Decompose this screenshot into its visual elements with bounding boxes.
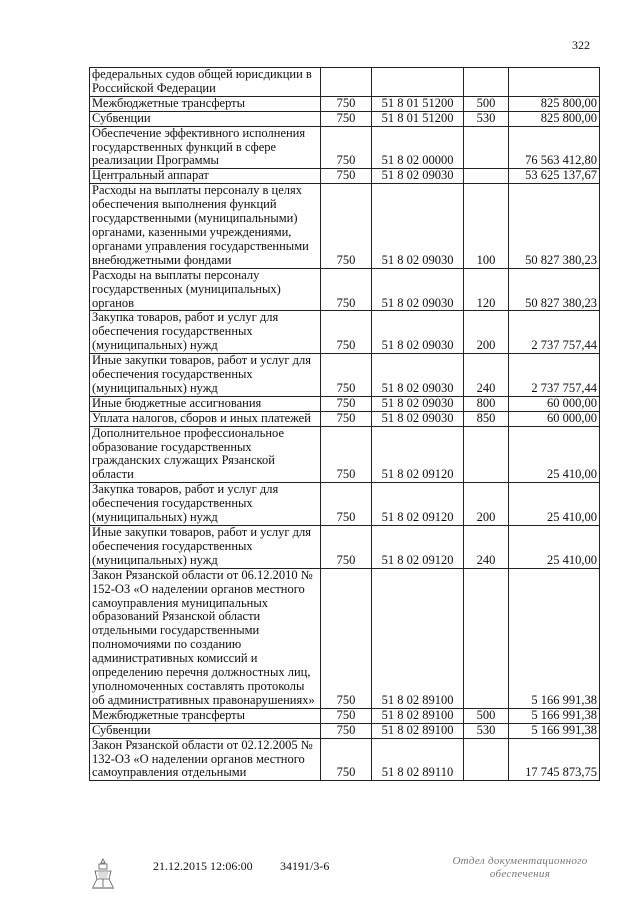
row-sum-cell: 50 827 380,23 bbox=[509, 184, 600, 268]
table-row bbox=[90, 426, 600, 483]
row-gr-cell: 750 bbox=[321, 126, 372, 169]
row-name-cell: Закон Рязанской области от 06.12.2010 № 152-ОЗ «О наделении органов местного самоуправления муниципальных образований Рязанской области отдельными государственными полномочиями по созданию административных комиссий и определению перечня должностных лиц, уполномоченных составлять протоколы об административных правонарушениях» bbox=[90, 568, 321, 708]
row-sum-cell: 60 000,00 bbox=[509, 396, 600, 411]
row-cs-cell: 51 8 02 09120 bbox=[372, 526, 464, 569]
row-cs-cell: 51 8 02 89100 bbox=[372, 723, 464, 738]
department-stamp bbox=[435, 855, 605, 881]
row-cs-cell: 51 8 01 51200 bbox=[372, 96, 464, 111]
footer-datetime: 21.12.2015 12:06:00 bbox=[153, 859, 253, 873]
row-cs-cell: 51 8 02 00000 bbox=[372, 126, 464, 169]
row-sum-cell: 60 000,00 bbox=[509, 411, 600, 426]
table-row bbox=[90, 708, 600, 723]
row-gr-cell: 750 bbox=[321, 169, 372, 184]
table-row bbox=[90, 396, 600, 411]
table-row bbox=[90, 311, 600, 354]
row-vr-cell: 530 bbox=[464, 723, 509, 738]
row-cs-cell: 51 8 02 09030 bbox=[372, 169, 464, 184]
row-gr-cell: 750 bbox=[321, 184, 372, 268]
row-sum-cell: 25 410,00 bbox=[509, 483, 600, 526]
row-name-cell: Уплата налогов, сборов и иных платежей bbox=[90, 411, 321, 426]
table-row bbox=[90, 96, 600, 111]
row-vr-cell: 500 bbox=[464, 708, 509, 723]
row-vr-cell: 240 bbox=[464, 354, 509, 397]
budget-table-body bbox=[90, 68, 600, 781]
row-vr-cell: 850 bbox=[464, 411, 509, 426]
row-sum-cell: 76 563 412,80 bbox=[509, 126, 600, 169]
row-sum-cell: 5 166 991,38 bbox=[509, 568, 600, 708]
department-line-1: Отдел документационного bbox=[452, 855, 588, 867]
row-gr-cell: 750 bbox=[321, 396, 372, 411]
row-sum-cell: 825 800,00 bbox=[509, 96, 600, 111]
row-name-cell: Закупка товаров, работ и услуг для обеспечения государственных (муниципальных) нужд bbox=[90, 483, 321, 526]
row-gr-cell: 750 bbox=[321, 411, 372, 426]
row-name-cell: Центральный аппарат bbox=[90, 169, 321, 184]
row-vr-cell: 530 bbox=[464, 111, 509, 126]
row-name-cell: Субвенции bbox=[90, 111, 321, 126]
row-cs-cell bbox=[372, 68, 464, 97]
row-sum-cell: 25 410,00 bbox=[509, 526, 600, 569]
table-row bbox=[90, 169, 600, 184]
row-cs-cell: 51 8 01 51200 bbox=[372, 111, 464, 126]
row-cs-cell: 51 8 02 89110 bbox=[372, 738, 464, 781]
table-row bbox=[90, 268, 600, 311]
row-vr-cell: 120 bbox=[464, 268, 509, 311]
row-vr-cell: 240 bbox=[464, 526, 509, 569]
row-sum-cell: 17 745 873,75 bbox=[509, 738, 600, 781]
page-footer bbox=[0, 857, 640, 897]
row-name-cell: Обеспечение эффективного исполнения государственных функций в сфере реализации Программы bbox=[90, 126, 321, 169]
row-name-cell: Иные закупки товаров, работ и услуг для обеспечения государственных (муниципальных) нужд bbox=[90, 354, 321, 397]
row-gr-cell: 750 bbox=[321, 568, 372, 708]
table-row bbox=[90, 723, 600, 738]
table-row bbox=[90, 568, 600, 708]
row-gr-cell: 750 bbox=[321, 483, 372, 526]
row-gr-cell: 750 bbox=[321, 111, 372, 126]
row-cs-cell: 51 8 02 09030 bbox=[372, 268, 464, 311]
department-line-2: обеспечения bbox=[489, 868, 551, 880]
row-sum-cell: 5 166 991,38 bbox=[509, 708, 600, 723]
row-name-cell: Расходы на выплаты персоналу в целях обеспечения выполнения функций государственными (муниципальными) органами, казенными учреждениями, органами управления государственными внебюджетными фондами bbox=[90, 184, 321, 268]
row-vr-cell: 200 bbox=[464, 483, 509, 526]
row-name-cell: Межбюджетные трансферты bbox=[90, 708, 321, 723]
row-cs-cell: 51 8 02 09030 bbox=[372, 411, 464, 426]
row-sum-cell: 825 800,00 bbox=[509, 111, 600, 126]
table-row bbox=[90, 111, 600, 126]
table-row bbox=[90, 411, 600, 426]
row-vr-cell bbox=[464, 169, 509, 184]
row-cs-cell: 51 8 02 09120 bbox=[372, 483, 464, 526]
row-cs-cell: 51 8 02 09030 bbox=[372, 396, 464, 411]
row-vr-cell bbox=[464, 68, 509, 97]
row-cs-cell: 51 8 02 09120 bbox=[372, 426, 464, 483]
row-sum-cell: 2 737 757,44 bbox=[509, 354, 600, 397]
row-name-cell: Дополнительное профессиональное образование государственных гражданских служащих Рязанской области bbox=[90, 426, 321, 483]
row-cs-cell: 51 8 02 89100 bbox=[372, 568, 464, 708]
row-vr-cell bbox=[464, 126, 509, 169]
row-vr-cell bbox=[464, 568, 509, 708]
row-gr-cell: 750 bbox=[321, 268, 372, 311]
table-row bbox=[90, 738, 600, 781]
row-name-cell: Межбюджетные трансферты bbox=[90, 96, 321, 111]
table-row bbox=[90, 526, 600, 569]
row-name-cell: Субвенции bbox=[90, 723, 321, 738]
row-vr-cell: 800 bbox=[464, 396, 509, 411]
table-row bbox=[90, 68, 600, 97]
row-sum-cell: 25 410,00 bbox=[509, 426, 600, 483]
table-row bbox=[90, 483, 600, 526]
row-cs-cell: 51 8 02 09030 bbox=[372, 184, 464, 268]
row-gr-cell: 750 bbox=[321, 354, 372, 397]
table-row bbox=[90, 126, 600, 169]
row-sum-cell: 50 827 380,23 bbox=[509, 268, 600, 311]
row-vr-cell bbox=[464, 738, 509, 781]
row-name-cell: Расходы на выплаты персоналу государственных (муниципальных) органов bbox=[90, 268, 321, 311]
emblem-icon bbox=[90, 857, 116, 891]
row-name-cell: Иные бюджетные ассигнования bbox=[90, 396, 321, 411]
row-cs-cell: 51 8 02 89100 bbox=[372, 708, 464, 723]
row-gr-cell: 750 bbox=[321, 738, 372, 781]
row-name-cell: Иные закупки товаров, работ и услуг для обеспечения государственных (муниципальных) нужд bbox=[90, 526, 321, 569]
page-number: 322 bbox=[572, 38, 590, 52]
row-cs-cell: 51 8 02 09030 bbox=[372, 354, 464, 397]
row-cs-cell: 51 8 02 09030 bbox=[372, 311, 464, 354]
row-gr-cell: 750 bbox=[321, 311, 372, 354]
budget-table bbox=[89, 67, 600, 781]
row-gr-cell: 750 bbox=[321, 426, 372, 483]
row-vr-cell bbox=[464, 426, 509, 483]
footer-doc-number: 34191/3-6 bbox=[280, 859, 330, 873]
row-gr-cell: 750 bbox=[321, 96, 372, 111]
row-sum-cell: 2 737 757,44 bbox=[509, 311, 600, 354]
row-name-cell: Закон Рязанской области от 02.12.2005 № 132-ОЗ «О наделении органов местного самоуправления отдельными bbox=[90, 738, 321, 781]
row-name-cell: федеральных судов общей юрисдикции в Российской Федерации bbox=[90, 68, 321, 97]
row-gr-cell bbox=[321, 68, 372, 97]
table-row bbox=[90, 354, 600, 397]
row-sum-cell bbox=[509, 68, 600, 97]
row-vr-cell: 200 bbox=[464, 311, 509, 354]
row-gr-cell: 750 bbox=[321, 708, 372, 723]
row-gr-cell: 750 bbox=[321, 526, 372, 569]
row-name-cell: Закупка товаров, работ и услуг для обеспечения государственных (муниципальных) нужд bbox=[90, 311, 321, 354]
table-row bbox=[90, 184, 600, 268]
row-gr-cell: 750 bbox=[321, 723, 372, 738]
row-vr-cell: 500 bbox=[464, 96, 509, 111]
row-sum-cell: 53 625 137,67 bbox=[509, 169, 600, 184]
row-vr-cell: 100 bbox=[464, 184, 509, 268]
row-sum-cell: 5 166 991,38 bbox=[509, 723, 600, 738]
